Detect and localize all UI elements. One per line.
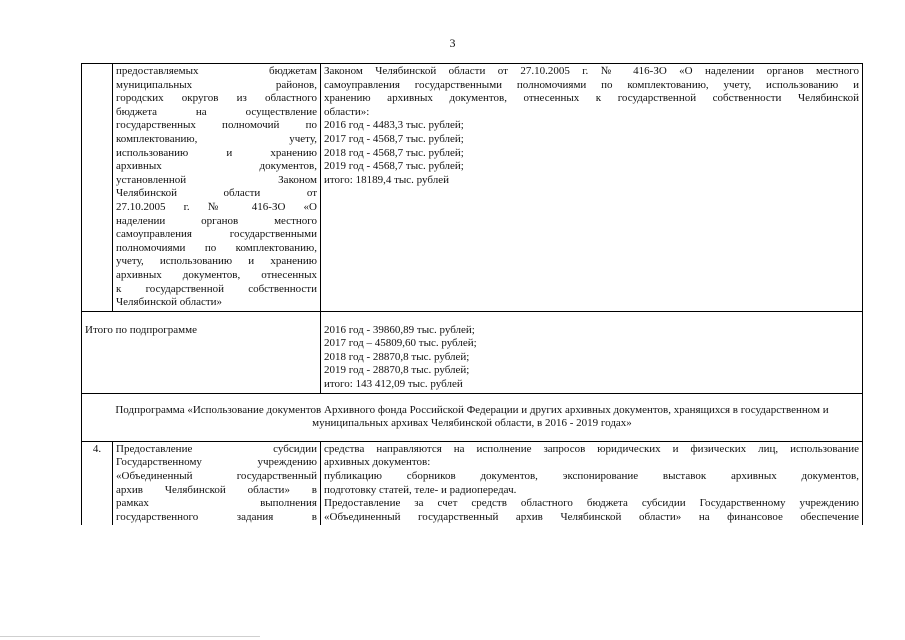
subtotal-values-cell [321, 311, 863, 393]
description-line: «Объединенный государственный архив Челябинской области» на финансовое обеспечение [324, 510, 859, 523]
description-line: подготовку статей, теле- и радиопередач. [324, 483, 517, 496]
measure-name-line: государственных полномочий по [116, 119, 317, 132]
subprogram-heading: Подпрограмма «Использование документов Архивного фонда Российской Федерации и других архивных документов, хранящихся в государственном и муниципальных архивах Челябинской области, в 2016 - 2019 годах» [82, 393, 863, 441]
funding-line: 2017 год - 4568,7 тыс. рублей; [324, 132, 464, 145]
measure-name-line: самоуправления государственными [116, 228, 317, 241]
description-line: области»: [324, 105, 370, 118]
measure-name-line: предоставляемых бюджетам [116, 65, 317, 77]
scan-artifact-line [0, 636, 260, 637]
table-row [82, 64, 863, 312]
description-line: самоуправления государственными полномочиями по комплектованию, учету, использованию и [324, 78, 859, 91]
table-row [82, 393, 863, 441]
measure-name-line: Челябинской области от [116, 187, 317, 200]
funding-line: 2019 год - 4568,7 тыс. рублей; [324, 160, 464, 173]
page-number: 3 [449, 36, 456, 50]
measure-name-line: бюджета на осуществление [116, 105, 317, 118]
table-row [82, 441, 863, 525]
row-number-cell [82, 64, 113, 312]
subtotal-label-cell [82, 311, 321, 393]
measure-name-line: Государственному учреждению [116, 456, 317, 469]
measure-name-cell [113, 64, 321, 312]
subtotal-total-line: итого: 143 412,09 тыс. рублей [324, 378, 463, 391]
description-line: хранению архивных документов, отнесенных к государственной собственности Челябинской [324, 92, 859, 105]
measure-name-line: муниципальных районов, [116, 78, 317, 91]
measure-name-line: установленной Законом [116, 173, 317, 186]
funding-total-line: итого: 18189,4 тыс. рублей [324, 173, 449, 186]
measure-name-line: к государственной собственности [116, 282, 317, 295]
measure-name-line: 27.10.2005 г. № 416-ЗО «О [116, 200, 317, 213]
measure-name-line: комплектованию, учету, [116, 132, 317, 145]
description-line: Предоставление за счет средств областного бюджета субсидии Государственному учреждению [324, 497, 859, 510]
measure-name-line: архивных документов, [116, 160, 317, 173]
subtotal-line: 2016 год - 39860,89 тыс. рублей; [324, 323, 475, 336]
description-line: Законом Челябинской области от 27.10.2005 г. № 416-ЗО «О наделении органов местного [324, 65, 859, 77]
measure-name-line: учету, использованию и хранению [116, 255, 317, 268]
program-table [81, 63, 863, 525]
subtotal-label: Итого по подпрограмме [85, 323, 197, 336]
measure-name-line: архив Челябинской области» в [116, 483, 317, 496]
description-line: архивных документов: [324, 456, 431, 469]
measure-description-cell [321, 441, 863, 525]
measure-name-line: Челябинской области» [116, 296, 223, 309]
measure-name-cell [113, 441, 321, 525]
measure-name-line: использованию и хранению [116, 146, 317, 159]
measure-name-line: государственного задания в [116, 510, 317, 523]
measure-name-line: Предоставление субсидии [116, 442, 317, 455]
measure-name-line: рамках выполнения [116, 497, 317, 510]
table-row [82, 311, 863, 393]
description-line: публикацию сборников документов, экспонирование выставок архивных документов, [324, 470, 859, 483]
measure-name-line: полномочиями по комплектованию, [116, 241, 317, 254]
description-line: средства направляются на исполнение запросов юридических и физических лиц, использование [324, 442, 859, 455]
funding-line: 2018 год - 4568,7 тыс. рублей; [324, 146, 464, 159]
measure-name-line: наделении органов местного [116, 214, 317, 227]
measure-name-line: городских округов из областного [116, 92, 317, 105]
funding-line: 2016 год - 4483,3 тыс. рублей; [324, 119, 464, 132]
subtotal-line: 2017 год – 45809,60 тыс. рублей; [324, 337, 477, 350]
measure-name-line: архивных документов, отнесенных [116, 268, 317, 281]
measure-name-line: «Объединенный государственный [116, 470, 317, 483]
row-number-cell: 4. [82, 441, 113, 525]
subtotal-line: 2018 год - 28870,8 тыс. рублей; [324, 350, 470, 363]
measure-description-cell [321, 64, 863, 312]
subtotal-line: 2019 год - 28870,8 тыс. рублей; [324, 364, 470, 377]
